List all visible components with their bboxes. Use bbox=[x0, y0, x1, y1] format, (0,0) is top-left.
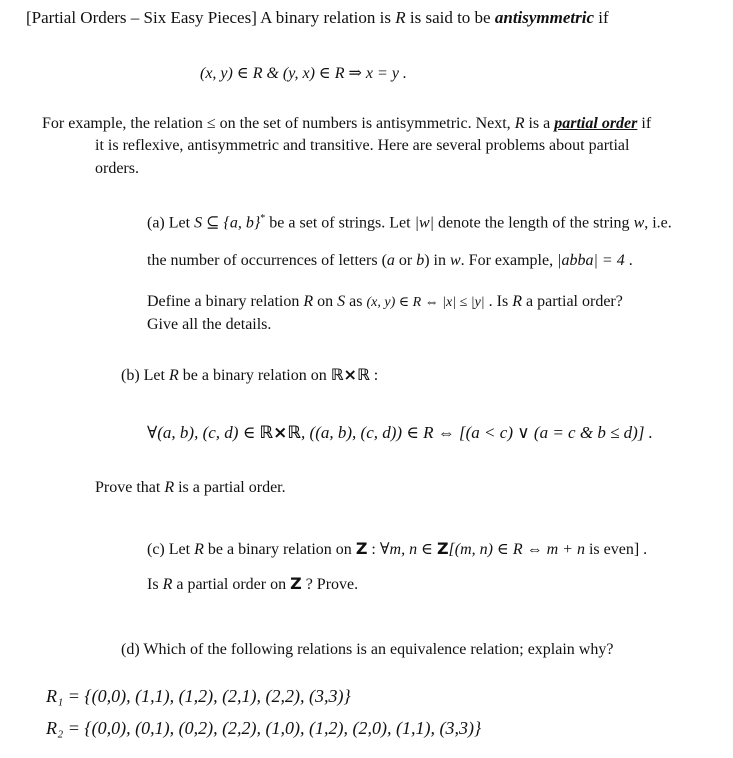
var-R-c-2: R bbox=[162, 576, 173, 593]
part-a-text-2: be a set of strings. Let bbox=[265, 214, 415, 232]
part-a-line-2 bbox=[147, 251, 633, 271]
relation-definition: (x, y) ∈ R ⇔ |x| ≤ |y| bbox=[366, 295, 485, 310]
formula-part-1: ∀(a, b), (c, d) ∈ bbox=[147, 423, 260, 442]
intro-text-2: is said to be bbox=[405, 8, 495, 27]
part-b-line-1 bbox=[121, 365, 378, 386]
period: . bbox=[624, 252, 633, 269]
partial-order-term: partial order bbox=[554, 115, 638, 132]
set-S: S bbox=[194, 214, 203, 232]
integers-set-2: Z bbox=[290, 574, 302, 593]
part-c-text-4: a partial order on bbox=[172, 576, 291, 593]
var-b: b bbox=[416, 252, 425, 269]
example-line-1 bbox=[42, 114, 651, 134]
part-a-text-6: ) in bbox=[424, 252, 450, 269]
part-b-text: (b) Let bbox=[121, 367, 169, 384]
relation-R1: R₁ = {(0,0), (1,1), (1,2), (2,1), (2,2), (3,3)} bbox=[46, 686, 351, 706]
intro-line bbox=[26, 8, 609, 28]
example-text-3: is a bbox=[524, 115, 555, 132]
formula-c-2: [(m, n) ∈ R ⇔ m + n bbox=[448, 541, 585, 558]
antisymmetric-term: antisymmetric bbox=[494, 8, 595, 27]
part-c-text-3: Is bbox=[147, 576, 163, 593]
colon-c: : bbox=[367, 541, 380, 558]
part-c-line-1 bbox=[147, 539, 647, 560]
formula-part-3: , ((a, b), (c, d)) ∈ R ⇔ [(a < c) ∨ (a = c & b ≤ d)] . bbox=[301, 423, 653, 442]
integers-set: Z bbox=[355, 539, 368, 558]
part-c-text: (c) Let bbox=[147, 541, 195, 558]
example-text-2: on the set of numbers is antisymmetric. Next, bbox=[215, 115, 515, 132]
part-b-prove bbox=[95, 478, 286, 498]
var-a: a bbox=[386, 252, 395, 269]
part-a-text: (a) Let bbox=[147, 214, 195, 232]
reals-product: ℝ×ℝ bbox=[330, 365, 370, 384]
part-c-line-2 bbox=[147, 574, 358, 595]
abba-example: |abba| = 4 bbox=[557, 252, 625, 269]
var-R: R bbox=[303, 293, 314, 310]
var-R-prove: R bbox=[164, 479, 175, 496]
example-text: For example, the relation bbox=[42, 115, 207, 132]
intro-title: [Partial Orders – Six Easy Pieces] bbox=[26, 8, 257, 27]
var-R-2: R bbox=[512, 293, 523, 310]
part-d-question: (d) Which of the following relations is an equivalence relation; explain why? bbox=[121, 641, 614, 658]
colon: : bbox=[369, 367, 379, 384]
example-line-2: it is reflexive, antisymmetric and transitive. Here are several problems about partial bbox=[95, 137, 630, 154]
as-text: as bbox=[345, 293, 367, 310]
part-a-line-1 bbox=[147, 209, 672, 233]
var-w-2: w bbox=[450, 252, 461, 269]
part-a-line-4: Give all the details. bbox=[147, 316, 272, 333]
relation-R2: R₂ = {(0,0), (0,1), (0,2), (2,2), (1,0), (1,2), (2,0), (1,1), (3,3)} bbox=[46, 718, 482, 738]
formula-c-3: is even bbox=[584, 541, 634, 558]
part-a-text-9: . Is bbox=[484, 293, 513, 310]
example-text-4: if bbox=[637, 115, 652, 132]
length-w: |w| bbox=[414, 214, 435, 232]
formula-c-4: ] . bbox=[633, 541, 648, 558]
var-R-b: R bbox=[168, 367, 179, 384]
example-R: R bbox=[514, 115, 525, 132]
kleene-star: * bbox=[260, 213, 266, 224]
intro-R: R bbox=[395, 8, 406, 27]
on-text: on bbox=[313, 293, 338, 310]
var-R-c: R bbox=[194, 541, 204, 558]
part-b-text-2: be a binary relation on bbox=[178, 367, 331, 384]
var-S: S bbox=[337, 293, 346, 310]
part-a-text-10: a partial order? bbox=[522, 293, 623, 310]
part-a-text-8: Define a binary relation bbox=[147, 293, 304, 310]
part-b-formula bbox=[147, 423, 653, 443]
formula-c-1: ∀m, n ∈ bbox=[379, 541, 437, 558]
prove-text: Prove that bbox=[95, 479, 165, 496]
le-symbol: ≤ bbox=[206, 115, 216, 132]
part-a-text-3: denote the length of the string bbox=[434, 214, 634, 232]
formula-integers: Z bbox=[436, 539, 449, 558]
example-line-3: orders. bbox=[95, 160, 139, 177]
var-w: w bbox=[633, 214, 645, 232]
subset-expression: ⊆ {a, b} bbox=[202, 214, 261, 232]
intro-text-3: if bbox=[594, 8, 609, 27]
part-c-text-2: be a binary relation on bbox=[203, 541, 356, 558]
part-c-text-5: ? Prove. bbox=[301, 576, 359, 593]
part-a-line-3 bbox=[147, 292, 623, 313]
part-a-text-7: . For example, bbox=[460, 252, 558, 269]
or-text: or bbox=[394, 252, 417, 269]
antisymmetric-definition-formula: (x, y) ∈ R & (y, x) ∈ R ⇒ x = y . bbox=[200, 65, 407, 82]
part-a-text-5: the number of occurrences of letters ( bbox=[147, 252, 387, 269]
formula-reals-product: ℝ×ℝ bbox=[259, 423, 302, 443]
part-a-text-4: , i.e. bbox=[644, 214, 672, 232]
prove-text-2: is a partial order. bbox=[174, 479, 286, 496]
intro-text: A binary relation is bbox=[256, 8, 396, 27]
